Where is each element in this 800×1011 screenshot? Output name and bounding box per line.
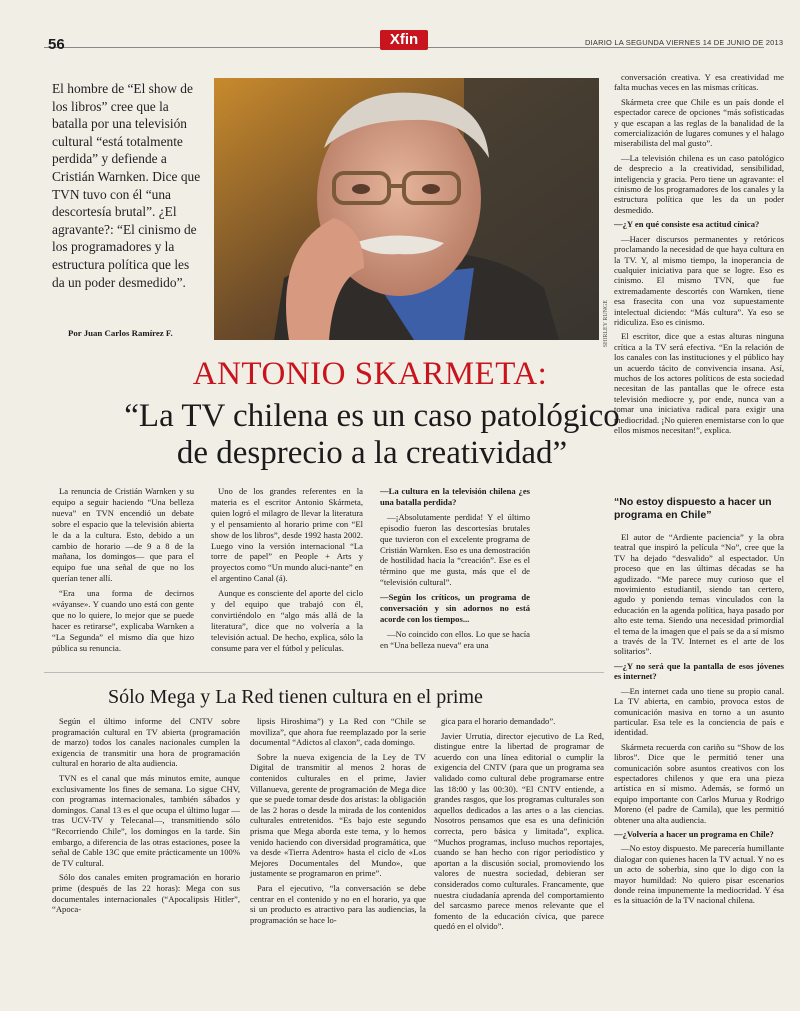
paragraph: Skármeta cree que Chile es un país donde el espectador carece de opciones “más sofisticadas y que escapan a las reglas de la banalidad de la comercialización de lugares comunes y el halago miserabilista del mal gusto”. (614, 96, 784, 149)
interview-question: —La cultura en la televisión chilena ¿es una batalla perdida? (380, 486, 530, 507)
page-number: 56 (48, 36, 65, 53)
photo-credit: SHIRLEY RUNGE (603, 300, 609, 348)
section2-title: Sólo Mega y La Red tienen cultura en el prime (108, 686, 483, 708)
paragraph: Javier Urrutia, director ejecutivo de La Red, distingue entre la libertad de programar de acuerdo con una línea editorial o cumplir la exigencia del CNTV (para que un programa sea validado como cultural debe programarse entre las 18:00 y las 00:30). “El CNTV entiende, a grandes rasgos, que los programas culturales son aquellos dedicados a las artes o a las ciencias. Nosotros pensamos que esa es una definición correcta, pero básica y limitada”, explica. “Muchos programas, incluso muchos reportajes, cuando se han hecho con rigor periodístico y aportan a la discusión social, promoviendo los valores de nuestra sociedad, debieran ser considerados como culturales. Francamente, que nuestra ciudadanía aprenda del comportamiento del sarcasmo parece menos relevante que el fomento de la educación cívica, que parece quedó en el olvido”. (434, 730, 604, 932)
section2-col-2 (250, 716, 426, 929)
paragraph: Skármeta recuerda con cariño su “Show de los libros”. Dice que le permitió tener una comunicación sobre asuntos creativos con los espectadores chilenos y que era una pieza artística en sí mismo. Además, se formó un equipo importante con Carlos Murua y Rodrigo Moreno (el padre de Camila), que les permitió obtener una alta audiencia. (614, 741, 784, 825)
paragraph: conversación creativa. Y esa creatividad me falta muchas veces en las mismas críticas. (614, 72, 784, 93)
paragraph: TVN es el canal que más minutos emite, aunque exclusivamente los fines de semana. Lo sigue CHV, con programas internacionales, también sábados y domingos. Canal 13 es el que ocupa el último lugar —tras UCV-TV y Telecanal—, transmitiendo sólo “Recorriendo Chile”, los domingos en la tarde. Sin embargo, a diferencia de las otras estaciones, posee la señal de Cable 13C que emite prácticamente un 100% de TV cultural. (52, 772, 240, 868)
headline-quote-line-1: “La TV chilena es un caso patológico (124, 398, 620, 434)
interview-answer: —En internet cada uno tiene su propio canal. La TV abierta, en cambio, provoca estos de comunicación masiva en torno a un asunto particular. Esa tele es la conciencia de país e identidad. (614, 685, 784, 738)
article-col-5 (614, 532, 784, 910)
paragraph: Para el ejecutivo, “la conversación se debe centrar en el contenido y no en el horario, ya que si un producto es atractivo para las audiencias, la programación se hace lo- (250, 882, 426, 925)
paragraph: lipsis Hiroshima”) y La Red con “Chile se moviliza”, que ahora fue reemplazado por la serie documental “Adictos al claxon”, cada domingo. (250, 716, 426, 748)
interview-question: —¿Y no será que la pantalla de esos jóvenes es internet? (614, 660, 784, 682)
paragraph: Uno de los grandes referentes en la materia es el escritor Antonio Skármeta, quien logró el milagro de llevar la literatura y el pensamiento al horario prime con “El show de los libros”, desde 1992 hasta 2002. Luego vino la versión internacional “La torre de papel” en People + Arts y proyectos como “Un mundo aluci-nante” en el argentino Canal (á). (211, 486, 363, 584)
byline: Por Juan Carlos Ramírez F. (68, 328, 173, 338)
paragraph: —La televisión chilena es un caso patológico de desprecio a la creatividad, sensibilidad, inteligencia y gracia. Pero tiene un agravante: el cinismo de los programadores de los canales y la estructura política que les da un poder desmedido. (614, 152, 784, 215)
paragraph: Aunque es consciente del aporte del ciclo y del equipo que trabajó con él, convirtiéndolo en “algo más allá de la literatura”, dice que no volvería a la televisión actual. De hecho, explica, sólo la consume para ver el fútbol y películas. (211, 588, 363, 653)
section2-col-3 (434, 716, 604, 936)
paragraph: El autor de “Ardiente paciencia” y la obra teatral que inspiró la película “No”, cree que la TV ha dejado “desvalido” al espectador. Un proceso que en las últimas décadas se ha agudizado. “Me parece muy curioso que el movimiento estudiantil, siendo tan certero, agudo y poniendo temas vinculados con la educación en la agenda política, haya pasado por alto este tema. Siendo una necesidad primordial el tema de la imagen que el país se da a sí mismo a través de la TV. Internet es el arte de los solitarios”. (614, 532, 784, 657)
paragraph: El escritor, dice que a estas alturas ninguna crítica a la TV será efectiva. “En la relación de los canales con las instituciones y el público hay un acuerdo tácito de convivencia insana. Así, muchos de los actores políticos de esta sociedad necesitan de las pantallas que le ofrece esta televisión mediocre y, por ende, nunca van a tomar una iniciativa radical para exigir una mediocridad. ¡No quieren enemistarse con lo que ellos mismos necesitan!”, explica. (614, 331, 784, 435)
paragraph: “Era una forma de decirnos «váyanse». Y cuando uno está con gente que no lo quiere, lo mejor que se puede hacer es retirarse”, explicaba Warnken a “La Segunda” el mismo día que hizo pública su renuncia. (52, 588, 194, 653)
sidebar-box-title: “No estoy dispuesto a hacer un programa en Chile” (614, 496, 772, 521)
paragraph: Sólo dos canales emiten programación en horario prime (después de las 22 horas): Mega con sus documentales internacionales (“Apocalipsis Hitler”, “Apoca- (52, 872, 240, 915)
paragraph: La renuncia de Cristián Warnken y su equipo a seguir haciendo “Una belleza nueva” en TVN encendió un debate sobre el espacio que la televisión abierta le da a la cultura. Esto, debido a un cambio de horario —de 9 a 8 de la mañana, los domingos— que para el equipo fue una señal de que no los querían tener allí. (52, 486, 194, 584)
section2-col-1 (52, 716, 240, 919)
section-logo: Xfin (380, 30, 428, 50)
portrait-photo (214, 78, 599, 340)
paragraph: gica para el horario demandado”. (441, 716, 556, 726)
article-col-2 (211, 486, 363, 658)
article-col-4 (614, 72, 784, 439)
intro-text: El hombre de “El show de los libros” cree que la batalla por una televisión cultural “está totalmente perdida” y defiende a Cristián Warnken. Dice que TVN tuvo con él “una descortesía brutal”. ¿El agravante?: “El cinismo de los programadores y la estructura política que les da un poder desmedido”. (52, 81, 201, 290)
interview-answer: —No coincido con ellos. Lo que se hacía en “Una belleza nueva” era una (380, 628, 530, 650)
section-divider (44, 672, 604, 673)
interview-question: —¿Y en qué consiste esa actitud cínica? (614, 219, 760, 230)
paragraph: Según el último informe del CNTV sobre programación cultural en TV abierta (programación de marzo) todos los canales nacionales cumplen la exigencia de transmitir una hora de programación cultural en horario de alta audiencia. (52, 716, 240, 769)
issue-date: DIARIO LA SEGUNDA VIERNES 14 DE JUNIO DE 2013 (585, 38, 784, 47)
interview-answer: —No estoy dispuesto. Me parecería humillante dialogar con quienes hacen la TV actual. Y no es un acto de soberbia, sino que lo digo con la mayor humildad: No quiero pisar escenarios donde reina impunemente la mediocridad. Y ésa es la situación de la TV nacional chilena. (614, 843, 784, 906)
headline-name: ANTONIO SKARMETA: (192, 356, 548, 392)
interview-question: —Según los críticos, un programa de conversación y sin adornos no está acorde con los tiempos... (380, 592, 530, 624)
article-col-1 (52, 486, 194, 658)
article-col-3 (380, 486, 530, 655)
paragraph: Sobre la nueva exigencia de la Ley de TV Digital de transmitir al menos 2 horas de contenidos culturales en el prime, Javier Villanueva, gerente de programación de Mega dice que se puede tomar desde dos aristas: la obligación de las 2 horas o desde la mirada de los contenidos culturales entretenidos. “Es bajo este segundo prisma que Mega aborda este tema, y lo hemos venido haciendo con diversidad programática, que va desde «Tierra Adentro» hasta el ciclo de «Los Mejores Documentales del Mundo», que justamente se programaron en prime”. (250, 751, 426, 879)
headline-quote (92, 398, 652, 472)
portrait-illustration (214, 78, 599, 340)
interview-question: —¿Volvería a hacer un programa en Chile? (614, 828, 774, 839)
interview-answer: —Hacer discursos permanentes y retóricos proclamando la necesidad de que haya cultura en la TV. Y, al mismo tiempo, la inoperancia de cualquier iniciativa para que se logre. Eso es cinismo. El mismo TVN, que fue extremadamente descortés con Warnken, tiene esa frasecita con una voz supuestamente intelectual diciendo: “Más cultura”. Ya eso se ridiculiza. Eso es cinismo. (614, 233, 784, 327)
headline-quote-line-2: de desprecio a la creatividad” (176, 435, 568, 471)
interview-answer: —¡Absolutamente perdida! Y el último episodio fueron las descortesías brutales que tuvieron con el excelente programa de Cristián Warnken. Eso es una demostración de hostilidad hacia la “creación”. Ese es el término que me gusta, más que el de “televisión cultural”. (380, 511, 530, 588)
